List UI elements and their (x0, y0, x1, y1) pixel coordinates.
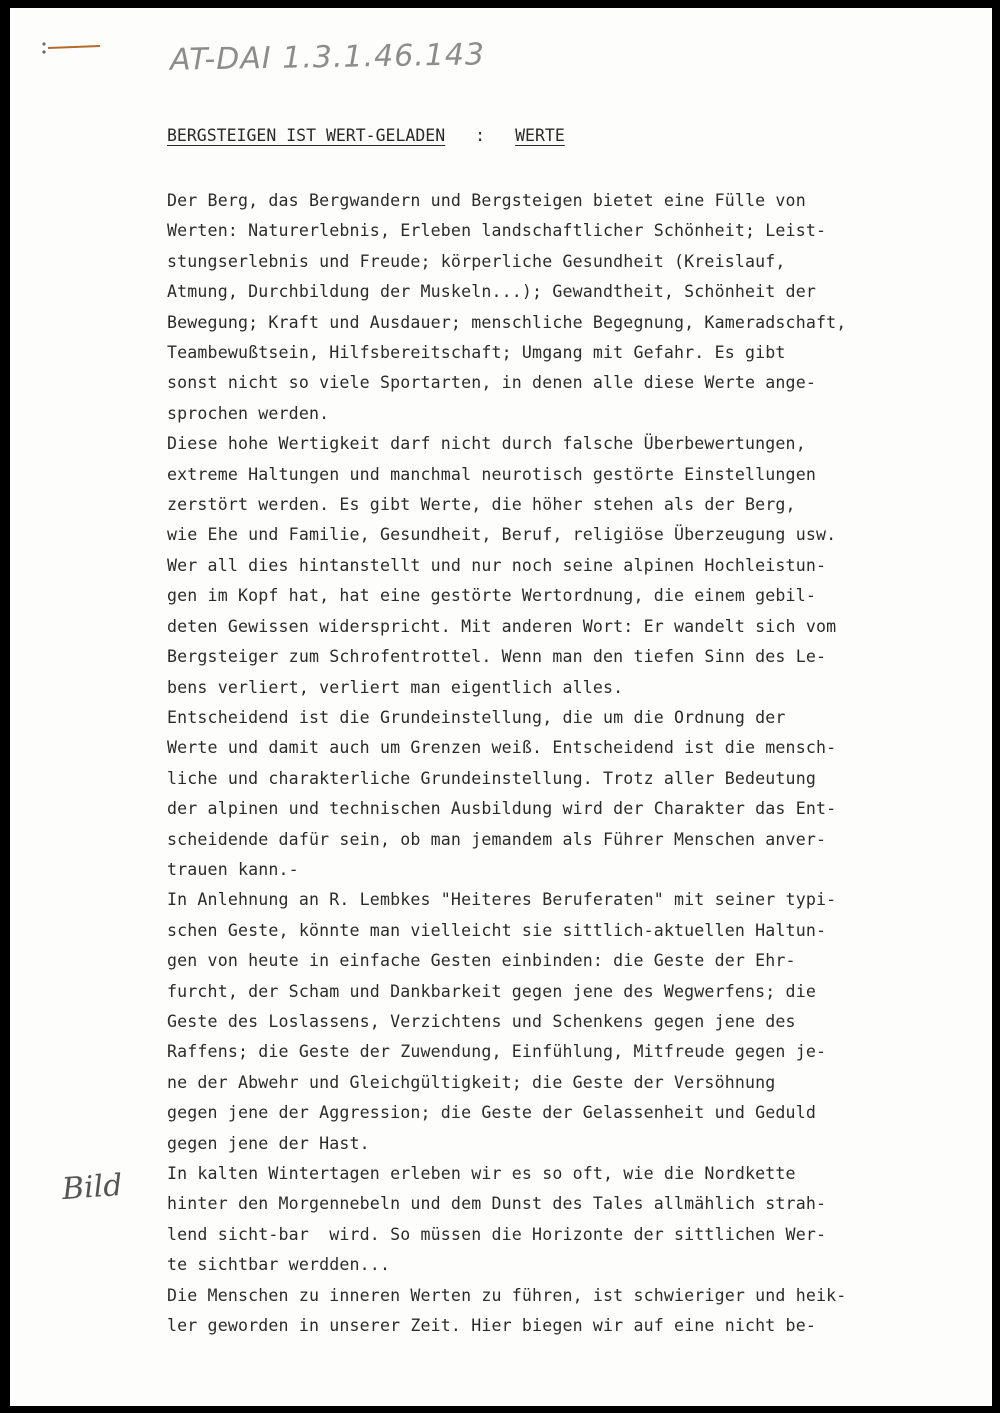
text-line: der alpinen und technischen Ausbildung wird der Charakter das Ent- (167, 799, 837, 819)
text-line: Teambewußtsein, Hilfsbereitschaft; Umgang mit Gefahr. Es gibt (167, 343, 786, 363)
document-title: BERGSTEIGEN IST WERT-GELADEN (167, 126, 446, 145)
handwritten-margin-note: Bild (60, 1167, 124, 1208)
text-line: gegen jene der Hast. (167, 1133, 370, 1153)
text-line: sonst nicht so viele Sportarten, in denen alle diese Werte ange- (167, 373, 816, 393)
document-subtitle: WERTE (515, 126, 565, 145)
text-line: Bergsteiger zum Schrofentrottel. Wenn man den tiefen Sinn des Le- (167, 647, 827, 667)
text-line: zerstört werden. Es gibt Werte, die höher stehen als der Berg, (167, 495, 796, 515)
text-line: trauen kann.- (167, 859, 299, 879)
text-line: Entscheidend ist die Grundeinstellung, die um die Ordnung der (167, 707, 786, 727)
text-line: Die Menschen zu inneren Werten zu führen, ist schwieriger und heik- (167, 1285, 847, 1305)
text-line: Atmung, Durchbildung der Muskeln...); Gewandtheit, Schönheit der (167, 282, 816, 302)
text-line: Bewegung; Kraft und Ausdauer; menschliche Begegnung, Kameradschaft, (167, 312, 847, 332)
text-line: gen von heute in einfache Gesten einbinden: die Geste der Ehr- (167, 951, 796, 971)
document-page (10, 8, 992, 1406)
text-line: ne der Abwehr und Gleichgültigkeit; die Geste der Versöhnung (167, 1072, 776, 1092)
text-line: stungserlebnis und Freude; körperliche Gesundheit (Kreislauf, (167, 251, 786, 271)
text-line: Werten: Naturerlebnis, Erleben landschaftlicher Schönheit; Leist- (167, 221, 827, 241)
text-line: lend sicht-bar wird. So müssen die Horizonte der sittlichen Wer- (167, 1224, 827, 1244)
text-line: wie Ehe und Familie, Gesundheit, Beruf, religiöse Überzeugung usw. (167, 525, 837, 545)
text-line: Der Berg, das Bergwandern und Bergsteigen bietet eine Fülle von (167, 191, 806, 210)
typed-body-text (167, 186, 992, 1341)
text-line: extreme Haltungen und manchmal neurotisch gestörte Einstellungen (167, 464, 816, 484)
archive-signature: AT-DAI 1.3.1.46.143 (169, 37, 486, 78)
text-line: In kalten Wintertagen erleben wir es so oft, wie die Nordkette (167, 1164, 796, 1183)
text-line: scheidende dafür sein, ob man jemandem als Führer Menschen anver- (167, 829, 827, 849)
text-line: sprochen werden. (167, 403, 330, 423)
text-line: Werte und damit auch um Grenzen weiß. Entscheidend ist die mensch- (167, 738, 837, 758)
text-line: liche und charakterliche Grundeinstellung. Trotz aller Bedeutung (167, 768, 816, 788)
title-separator: : (475, 126, 486, 145)
text-line: deten Gewissen widerspricht. Mit anderen Wort: Er wandelt sich vom (167, 616, 837, 636)
text-line: Wer all dies hintanstellt und nur noch seine alpinen Hochleistun- (167, 555, 827, 575)
text-line: hinter den Morgennebeln und dem Dunst des Tales allmählich strah- (167, 1194, 827, 1214)
text-line: schen Geste, könnte man vielleicht sie sittlich-aktuellen Haltun- (167, 920, 827, 940)
text-line: gegen jene der Aggression; die Geste der Gelassenheit und Geduld (167, 1103, 816, 1123)
text-line: Diese hohe Wertigkeit darf nicht durch falsche Überbewertungen, (167, 434, 806, 454)
document-title-row (167, 126, 565, 145)
text-line: te sichtbar werdden... (167, 1255, 391, 1275)
text-line: furcht, der Scham und Dankbarkeit gegen jene des Wegwerfens; die (167, 981, 816, 1001)
text-line: In Anlehnung an R. Lembkes "Heiteres Beruferaten" mit seiner typi- (167, 890, 837, 910)
text-line: gen im Kopf hat, hat eine gestörte Wertordnung, die einem gebil- (167, 586, 816, 606)
text-line: bens verliert, verliert man eigentlich alles. (167, 677, 624, 697)
text-line: ler geworden in unserer Zeit. Hier biegen wir auf eine nicht be- (167, 1316, 816, 1336)
pencil-mark-icon (40, 36, 104, 60)
text-line: Raffens; die Geste der Zuwendung, Einfühlung, Mitfreude gegen je- (167, 1042, 827, 1062)
text-line: Geste des Loslassens, Verzichtens und Schenkens gegen jene des (167, 1011, 796, 1031)
